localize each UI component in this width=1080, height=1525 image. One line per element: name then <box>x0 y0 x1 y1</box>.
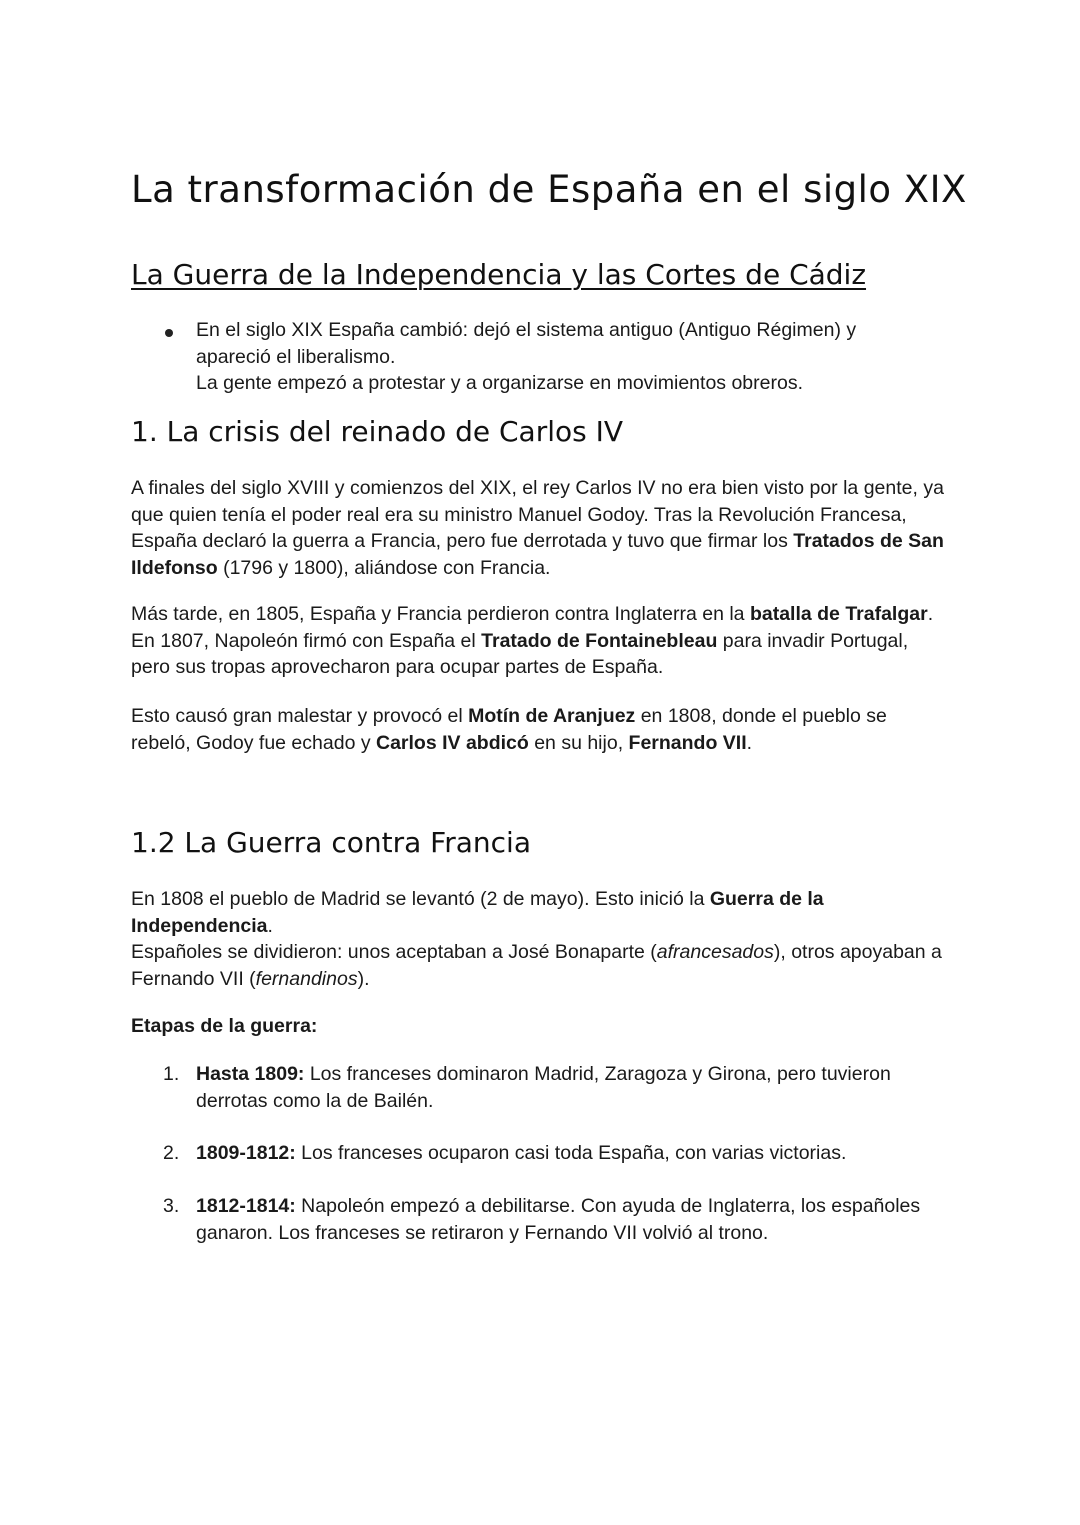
text-run: para invadir Portugal, pero sus tropas aprovecharon para ocupar partes de España. <box>131 629 909 678</box>
bullet-dot-icon <box>165 329 173 337</box>
text-run: Esto causó gran malestar y provocó el <box>131 705 469 727</box>
section-1-paragraph-3 <box>131 703 946 756</box>
section-1-heading: 1. La crisis del reinado de Carlos IV <box>131 415 624 448</box>
text-run: En 1808 el pueblo de Madrid se levantó (2 de mayo). Esto inició la <box>131 888 710 910</box>
bold-text: Guerra de la Independencia <box>131 888 824 937</box>
bold-text: Fernando VII <box>628 731 747 754</box>
section-2-heading: 1.2 La Guerra contra Francia <box>131 826 531 859</box>
section-1-paragraph-1 <box>131 475 946 581</box>
italic-text: afrancesados <box>656 941 774 963</box>
list-number: 2. <box>163 1142 180 1164</box>
bold-text: Tratado de Fontainebleau <box>481 629 718 652</box>
document-title: La transformación de España en el siglo XIX <box>131 168 967 211</box>
list-number: 3. <box>163 1195 180 1217</box>
text-run: Españoles se dividieron: unos aceptaban a José Bonaparte ( <box>131 941 657 963</box>
text-run: ). <box>357 967 370 990</box>
text-run: Napoleón empezó a debilitarse. Con ayuda de Inglaterra, los españoles ganaron. Los franceses se retiraron y Fernando VII volvió al trono. <box>196 1195 921 1244</box>
bold-text: Motín de Aranjuez <box>468 705 636 727</box>
bold-text: Hasta 1809: <box>196 1063 305 1085</box>
list-item-text <box>196 1140 946 1167</box>
text-run: . <box>267 914 273 937</box>
list-item <box>131 1061 946 1114</box>
section-2-paragraph-2 <box>131 939 946 992</box>
document-subtitle: La Guerra de la Independencia y las Cortes de Cádiz <box>131 258 867 291</box>
text-run: en 1808, donde el pueblo se rebeló, Godoy fue echado y <box>131 705 887 754</box>
text-run: Más tarde, en 1805, España y Francia perdieron contra Inglaterra en la <box>131 603 750 625</box>
intro-bullet-content <box>196 317 931 397</box>
list-item-text <box>196 1193 946 1246</box>
list-number: 1. <box>163 1063 180 1085</box>
text-run: en su hijo, <box>528 731 629 754</box>
list-item <box>131 1140 946 1167</box>
text-run: . En 1807, Napoleón firmó con España el <box>131 603 934 652</box>
italic-text: fernandinos <box>255 967 358 990</box>
list-item-text <box>196 1061 946 1114</box>
intro-bullet-line-1: En el siglo XIX España cambió: dejó el sistema antiguo (Antiguo Régimen) y apareció el liberalismo. <box>196 319 857 368</box>
bold-text: Tratados de San Ildefonso <box>131 530 944 579</box>
text-run: (1796 y 1800), aliándose con Francia. <box>217 556 551 579</box>
text-run: A finales del siglo XVIII y comienzos del XIX, el rey Carlos IV no era bien visto por la gente, ya que quien tenía el poder real era su ministro Manuel Godoy. Tras la Revolución Francesa, España declaró la guerra a Francia, pero fue derrotada y tuvo que firmar los <box>131 477 944 552</box>
section-2-paragraph-1 <box>131 886 946 939</box>
bold-text: Carlos IV abdicó <box>376 731 529 754</box>
intro-bullet-line-2: La gente empezó a protestar y a organizarse en movimientos obreros. <box>196 372 803 394</box>
text-run: Los franceses dominaron Madrid, Zaragoza y Girona, pero tuvieron derrotas como la de Bailén. <box>196 1063 891 1112</box>
text-run: Los franceses ocuparon casi toda España, con varias victorias. <box>295 1142 847 1164</box>
bold-text: batalla de Trafalgar <box>749 603 928 625</box>
bold-text: 1812-1814: <box>196 1195 296 1217</box>
list-item <box>131 1193 946 1246</box>
bold-text: 1809-1812: <box>196 1142 296 1164</box>
text-run: . <box>746 731 753 754</box>
text-run: ), otros apoyaban a Fernando VII ( <box>131 941 942 990</box>
section-1-paragraph-2 <box>131 601 946 681</box>
intro-bullet <box>131 317 931 397</box>
etapas-label: Etapas de la guerra: <box>131 1015 318 1037</box>
